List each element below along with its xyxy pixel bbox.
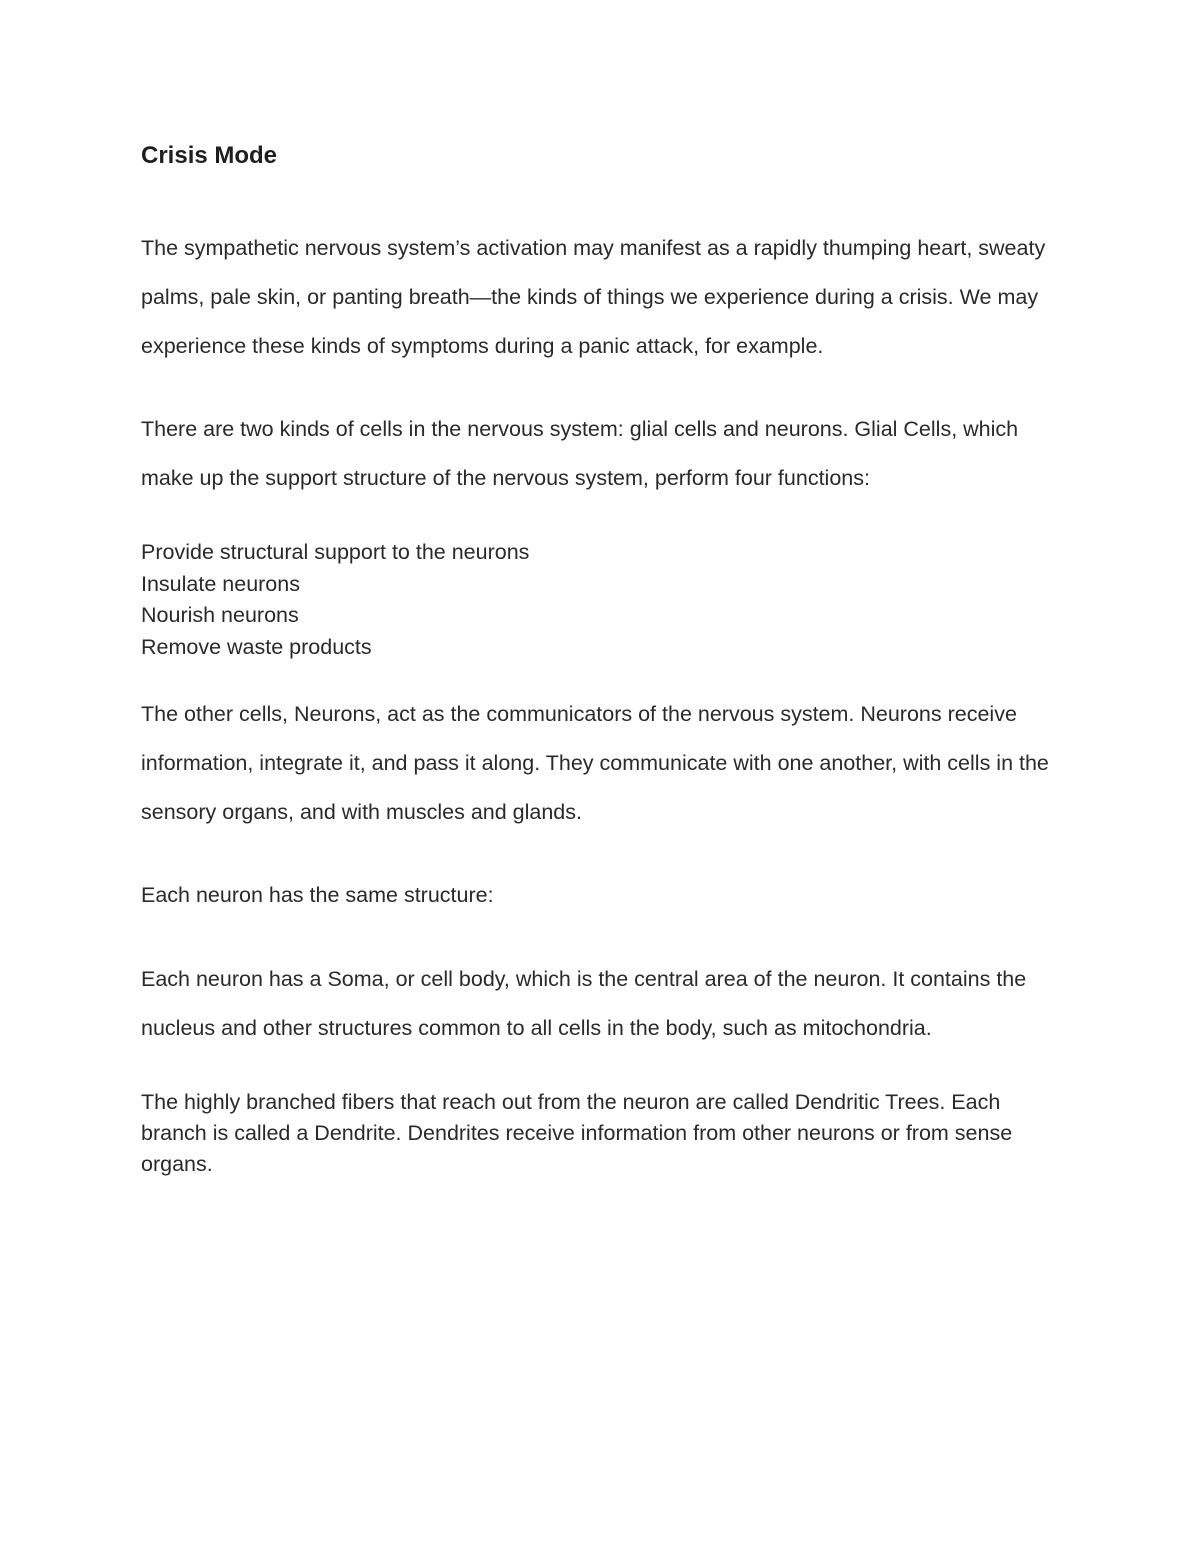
paragraph-soma: Each neuron has a Soma, or cell body, which is the central area of the neuron. It contains the nucleus and other structures common to all cells in the body, such as mitochondria. (141, 967, 1027, 1040)
paragraph-cell-types: There are two kinds of cells in the nervous system: glial cells and neurons. Glial Cells, which make up the support structure of the nervous system, perform four functions: (141, 417, 1019, 490)
document-title: Crisis Mode (141, 142, 278, 169)
list-item: Provide structural support to the neurons (141, 540, 530, 564)
paragraph-dendrites: The highly branched fibers that reach out from the neuron are called Dendritic Trees. Each branch is called a Dendrite. Dendrites receive information from other neurons or from sense organs. (141, 1090, 1013, 1176)
document-body (141, 138, 1061, 1180)
paragraph-neurons: The other cells, Neurons, act as the communicators of the nervous system. Neurons receive information, integrate it, and pass it along. They communicate with one another, with cells in the sensory organs, and with muscles and glands. (141, 702, 1049, 824)
list-item: Remove waste products (141, 634, 372, 659)
paragraph-neuron-structure: Each neuron has the same structure: (141, 883, 494, 907)
glial-functions-list (141, 537, 1061, 663)
list-item: Nourish neurons (141, 603, 299, 627)
paragraph-sympathetic-activation: The sympathetic nervous system’s activation may manifest as a rapidly thumping heart, sweaty palms, pale skin, or panting breath—the kinds of things we experience during a crisis. We may experience these kinds of symptoms during a panic attack, for example. (141, 236, 1046, 358)
list-item: Insulate neurons (141, 571, 300, 596)
